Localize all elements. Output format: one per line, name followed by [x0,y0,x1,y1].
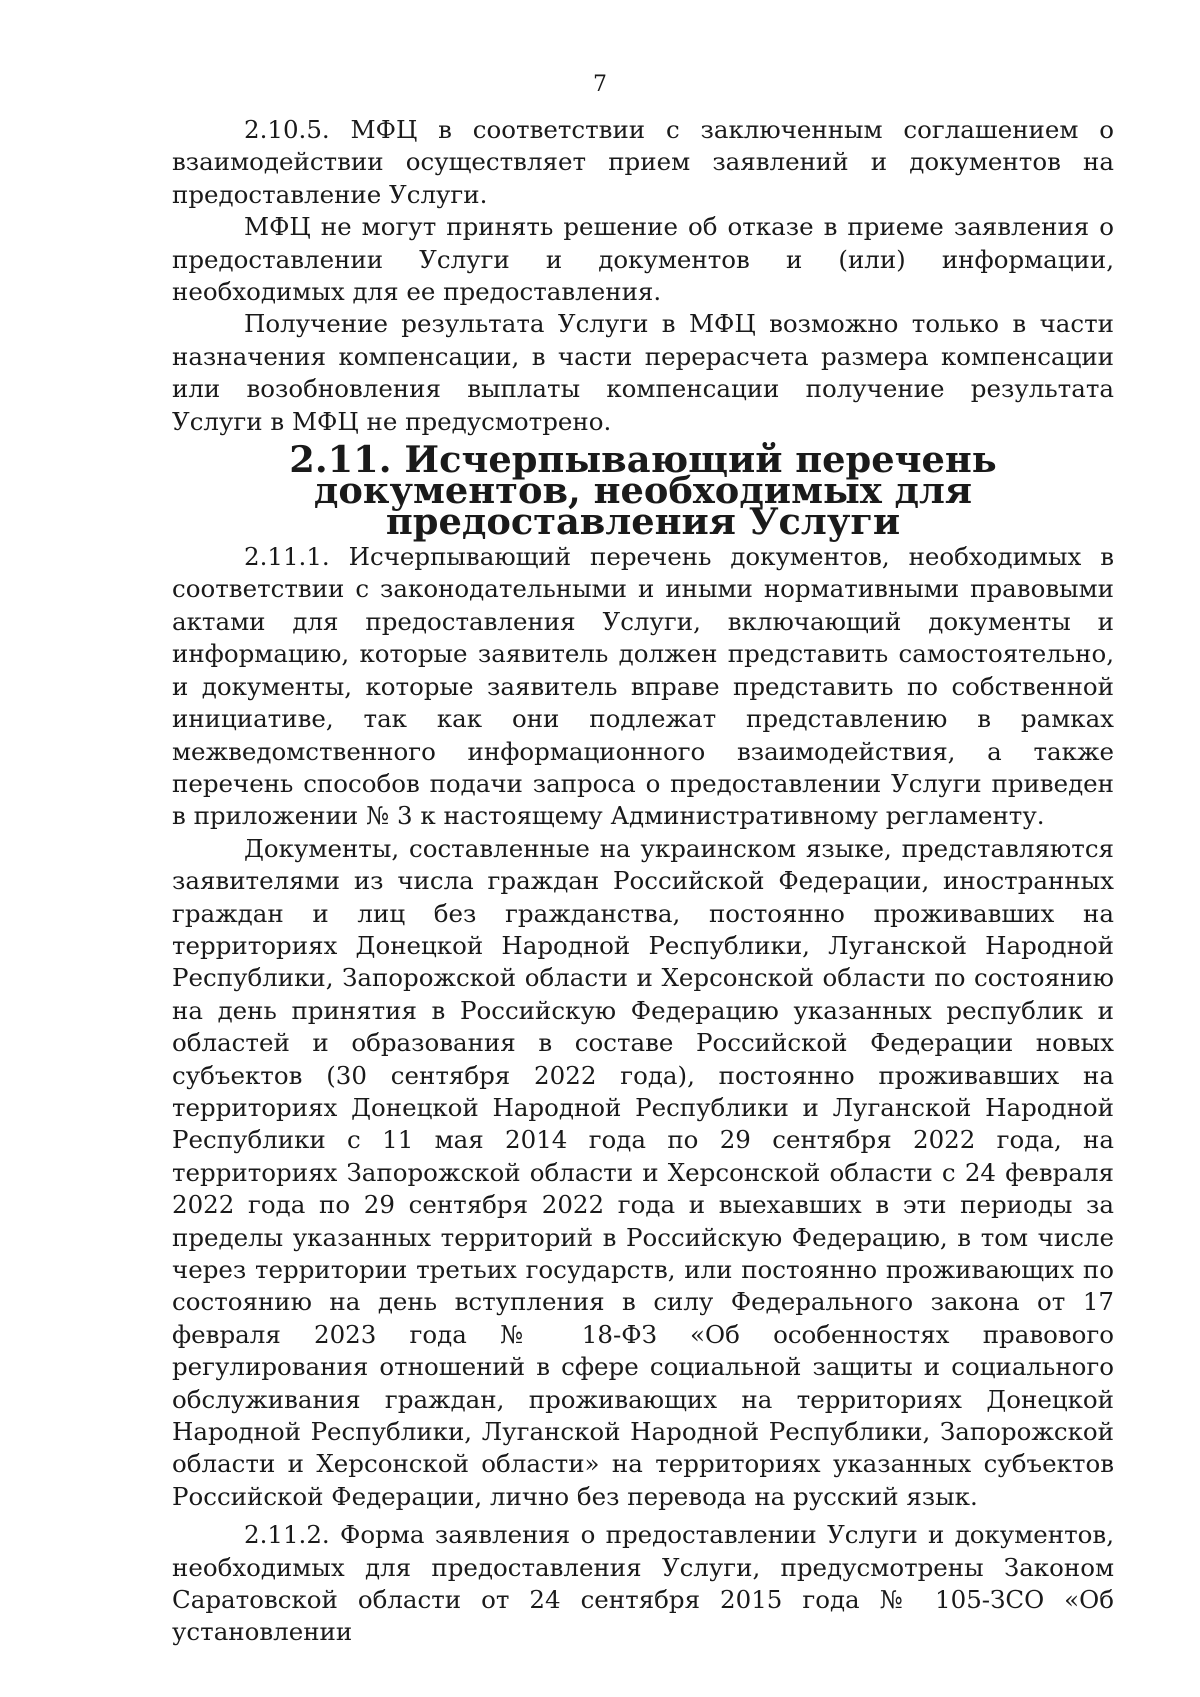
paragraph-mfc-result: Получение результата Услуги в МФЦ возможно только в части назначения компенсации, в части перерасчета размера компенсации или возобновления выплаты компенсации получение результата Услуги в МФЦ не предусмотрено. [172,309,1114,436]
paragraph-ukrainian-documents: Документы, составленные на украинском языке, представляются заявителями из числа граждан Российской Федерации, иностранных граждан и лиц без гражданства, постоянно проживавших на территориях Донецкой Народной Республики, Луганской Народной Республики, Запорожской области и Херсонской области по состоянию на день принятия в Российскую Федерацию указанных республик и областей и образования в составе Российской Федерации новых субъектов (30 сентября 2022 года), постоянно проживавших на территориях Донецкой Народной Республики и Луганской Народной Республики с 11 мая 2014 года по 29 сентября 2022 года, на территориях Запорожской области и Херсонской области с 24 февраля 2022 года по 29 сентября 2022 года и выехавших в эти периоды за пределы указанных территорий в Российскую Федерацию, в том числе через территории третьих государств, или постоянно проживающих по состоянию на день вступления в силу Федерального закона от 17 февраля 2023 года № 18-ФЗ «Об особенностях правового регулирования отношений в сфере социальной защиты и социального обслуживания граждан, проживающих на территориях Донецкой Народной Республики, Луганской Народной Республики, Запорожской области и Херсонской области» на территориях указанных субъектов Российской Федерации, лично без перевода на русский язык. [172,833,1114,1511]
page-number: 7 [593,72,607,97]
paragraph-mfc-refusal: МФЦ не могут принять решение об отказе в приеме заявления о предоставлении Услуги и документов и (или) информации, необходимых для ее предоставления. [172,212,1114,307]
document-body [172,114,1114,1649]
section-heading-2-11: 2.11. Исчерпывающий перечень документов, необходимых для предоставления Услуги [289,437,997,544]
paragraph-2-10-5: 2.10.5. МФЦ в соответствии с заключенным соглашением о взаимодействии осуществляет прием заявлений и документов на предоставление Услуги. [172,115,1114,209]
paragraph-2-11-2: 2.11.2. Форма заявления о предоставлении Услуги и документов, необходимых для предоставления Услуги, предусмотрены Законом Саратовской области от 24 сентября 2015 года № 105-ЗСО «Об установлении [172,1520,1114,1647]
paragraph-2-11-1: 2.11.1. Исчерпывающий перечень документов, необходимых в соответствии с законодательными и иными нормативными правовыми актами для предоставления Услуги, включающий документы и информацию, которые заявитель должен представить самостоятельно, и документы, которые заявитель вправе представить по собственной инициативе, так как они подлежат представлению в рамках межведомственного информационного взаимодействия, а также перечень способов подачи запроса о предоставлении Услуги приведен в приложении № 3 к настоящему Административному регламенту. [172,542,1114,831]
